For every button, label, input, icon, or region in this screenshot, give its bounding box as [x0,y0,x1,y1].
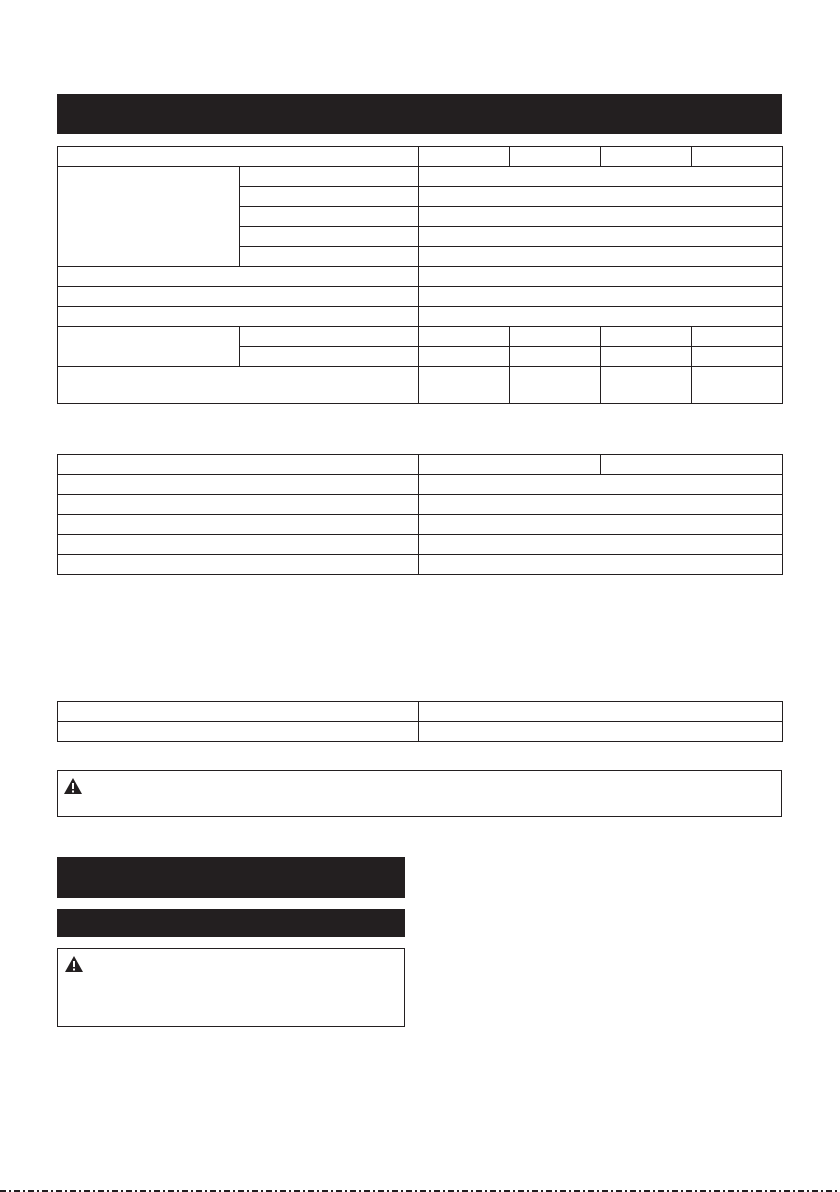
table-cell [510,147,601,167]
table-cell [601,347,692,367]
table-cell [419,367,510,404]
table-cell [240,327,419,347]
specification-table [57,146,783,404]
table-cell [692,327,783,347]
warning-triangle-icon [64,955,84,973]
table-cell [58,555,419,575]
table-row [58,455,783,475]
table-cell [58,702,419,722]
table-cell [240,167,419,187]
subsection-bar [57,909,405,937]
table-cell [419,495,783,515]
header-bar [57,94,782,134]
section-bar [57,857,405,898]
table-cell [58,307,419,327]
table-cell [240,227,419,247]
table-cell [419,227,783,247]
table-cell [601,367,692,404]
table-cell [692,347,783,367]
table-cell [419,327,510,347]
table-cell [240,207,419,227]
table-cell [58,722,419,742]
table-row [58,327,783,347]
table-row [58,307,783,327]
table-cell [419,515,783,535]
table-cell [601,455,783,475]
table-cell [692,367,783,404]
table-cell [601,147,692,167]
table-row [58,475,783,495]
table-cell [419,722,783,742]
warning-triangle-icon [63,777,83,795]
table-cell [419,267,783,287]
table-cell [58,267,419,287]
table-row [58,147,783,167]
warning-box [57,770,782,817]
table-row [58,515,783,535]
table-row [58,555,783,575]
table-cell [58,287,419,307]
table-cell [510,327,601,347]
table-cell [58,367,419,404]
table-cell [419,347,510,367]
table-row [58,287,783,307]
table-row [58,167,783,187]
table-cell [419,147,510,167]
table-row [58,722,783,742]
table-cell [692,147,783,167]
table-cell [58,515,419,535]
table-cell [419,207,783,227]
table-cell [240,187,419,207]
table-cell [58,167,240,267]
table-cell [419,247,783,267]
table-cell [601,327,692,347]
table-row [58,702,783,722]
table-row [58,535,783,555]
table-cell [419,555,783,575]
table-row [58,267,783,287]
table-cell [58,147,419,167]
caution-box [57,948,405,1027]
battery-table [57,454,783,575]
table-cell [419,287,783,307]
table-cell [419,187,783,207]
table-cell [419,535,783,555]
table-cell [510,367,601,404]
table-cell [240,347,419,367]
table-cell [419,455,601,475]
table-cell [58,535,419,555]
table-cell [58,475,419,495]
table-cell [240,247,419,267]
table-row [58,367,783,404]
table-cell [419,307,783,327]
table-cell [58,455,419,475]
table-cell [58,327,240,367]
table-cell [419,167,783,187]
table-cell [510,347,601,367]
noise-table [57,701,783,742]
table-cell [419,702,783,722]
table-cell [419,475,783,495]
table-cell [58,495,419,515]
table-row [58,495,783,515]
